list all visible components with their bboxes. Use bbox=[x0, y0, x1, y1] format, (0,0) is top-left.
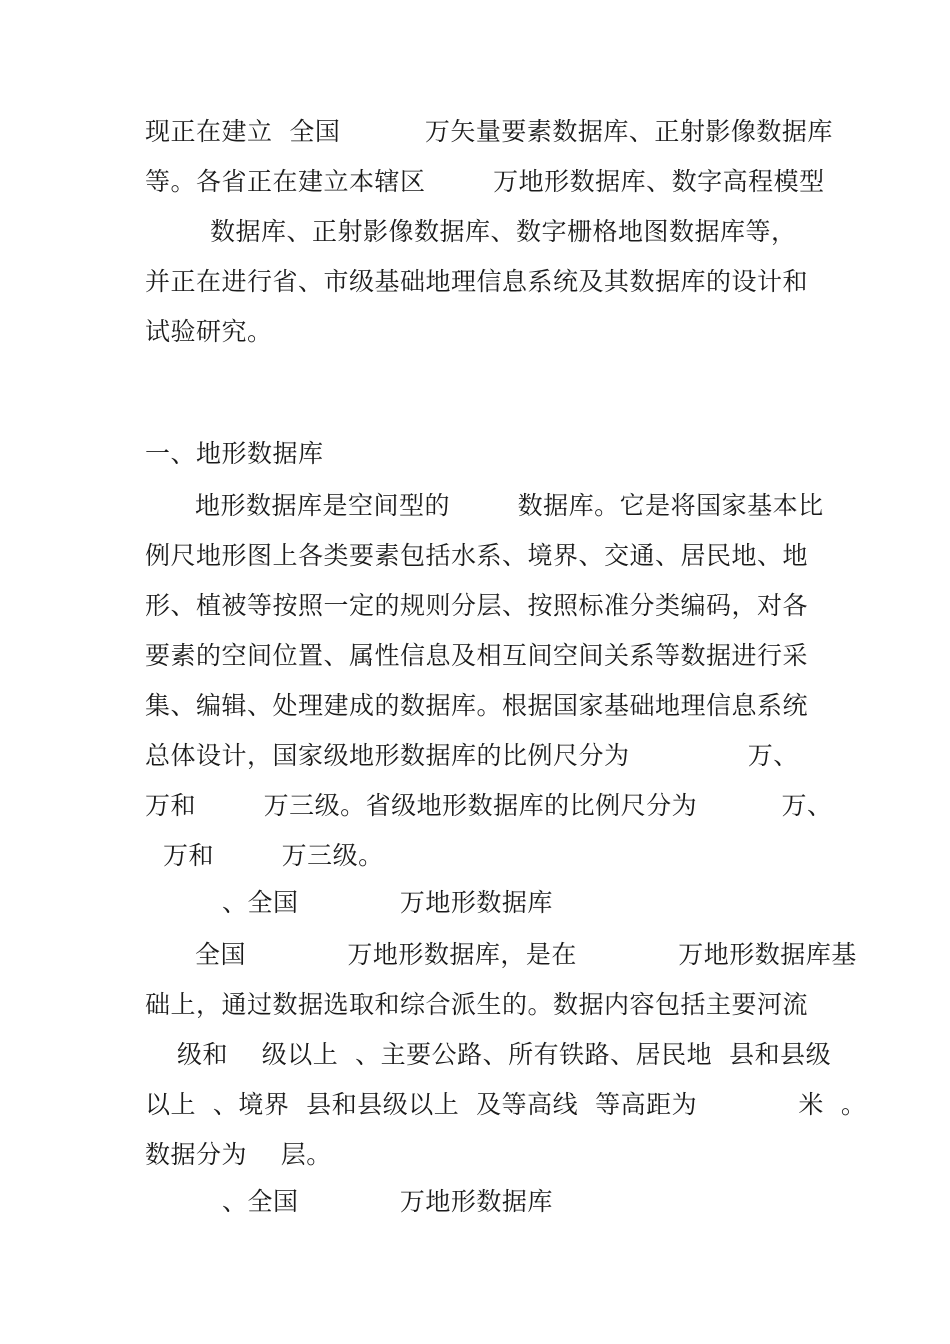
text-line-19: 以上 、境界 县和县级以上 及等高线 等高距为 米 。 bbox=[145, 1090, 867, 1119]
text-line-11: 集、编辑、处理建成的数据库。根据国家基础地理信息系统 bbox=[145, 691, 809, 720]
subsection-heading-1: 、全国 万地形数据库 bbox=[222, 888, 553, 917]
text-line-13: 万和 万三级。省级地形数据库的比例尺分为 万、 bbox=[145, 791, 833, 820]
subsection-heading-2: 、全国 万地形数据库 bbox=[222, 1187, 553, 1216]
text-line-16: 全国 万地形数据库，是在 万地形数据库基 bbox=[195, 940, 857, 969]
text-line-18: 级和 级以上 、主要公路、所有铁路、居民地 县和县级 bbox=[177, 1040, 832, 1069]
text-line-5: 试验研究。 bbox=[145, 317, 273, 346]
text-line-8: 例尺地形图上各类要素包括水系、境界、交通、居民地、地 bbox=[145, 541, 809, 570]
text-line-3: 数据库、正射影像数据库、数字栅格地图数据库等， bbox=[210, 217, 797, 246]
text-line-14: 万和 万三级。 bbox=[163, 841, 384, 870]
text-line-10: 要素的空间位置、属性信息及相互间空间关系等数据进行采 bbox=[145, 641, 809, 670]
text-line-1: 现正在建立 全国 万矢量要素数据库、正射影像数据库 bbox=[145, 117, 833, 146]
text-line-9: 形、植被等按照一定的规则分层、按照标准分类编码，对各 bbox=[145, 591, 809, 620]
text-line-7: 地形数据库是空间型的 数据库。它是将国家基本比 bbox=[195, 491, 824, 520]
text-line-20: 数据分为 层。 bbox=[145, 1140, 332, 1169]
text-line-2: 等。各省正在建立本辖区 万地形数据库、数字高程模型 bbox=[145, 167, 825, 196]
section-heading: 一、地形数据库 bbox=[145, 439, 324, 468]
text-line-12: 总体设计，国家级地形数据库的比例尺分为 万、 bbox=[145, 741, 799, 770]
text-line-4: 并正在进行省、市级基础地理信息系统及其数据库的设计和 bbox=[145, 267, 809, 296]
text-line-17: 础上，通过数据选取和综合派生的。数据内容包括主要河流 bbox=[145, 990, 809, 1019]
